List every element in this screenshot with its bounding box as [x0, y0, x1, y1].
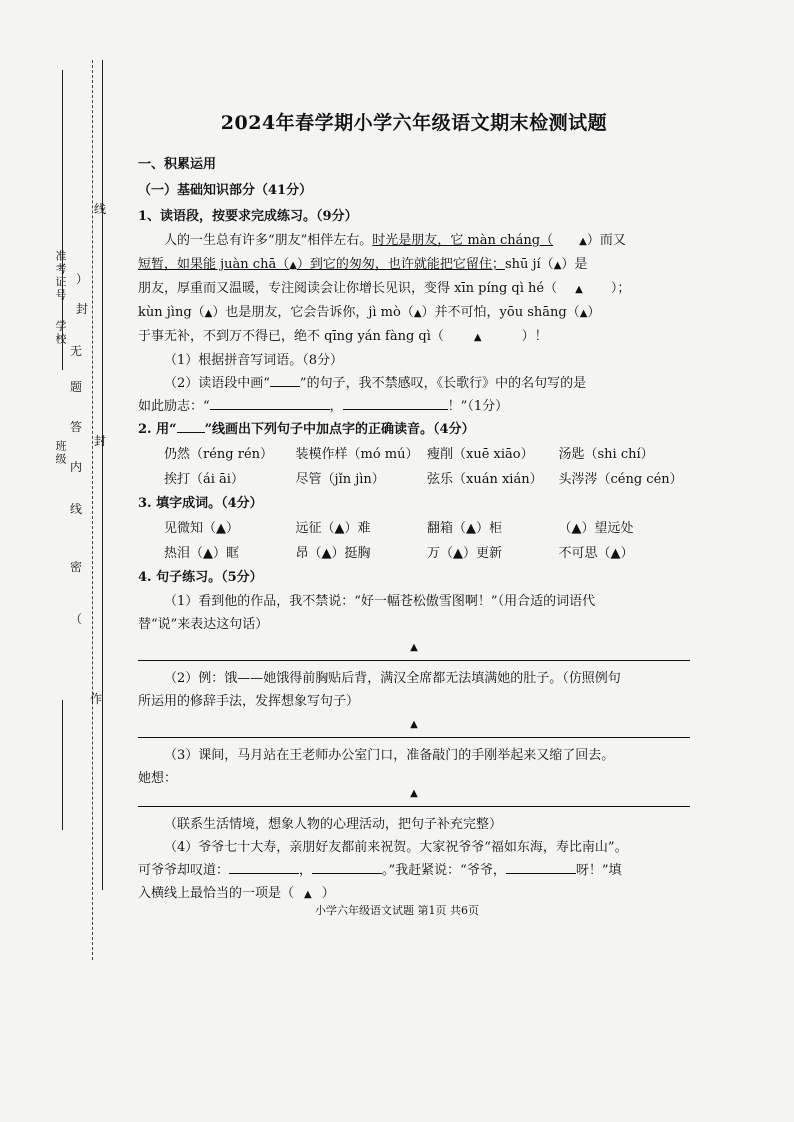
question-4-heading: 4. 句子练习。（5分）	[138, 570, 263, 585]
pinyin-row-2	[138, 467, 690, 492]
answer-triangle: ▲	[289, 260, 297, 271]
idiom-row-1	[138, 516, 690, 541]
question-text: ！”（1分）	[447, 399, 509, 414]
pinyin-choice: 装模作样（mó mú）	[295, 447, 419, 462]
question-4-2-line-2: 所运用的修辞手法，发挥想象写句子）	[138, 694, 360, 709]
side-label-exam-number: 准考证号	[54, 250, 67, 302]
side-char-zuo: 作	[90, 692, 103, 706]
binding-margin	[0, 0, 120, 1122]
question-text: 2. 用“	[138, 422, 177, 437]
underline-blank	[177, 418, 205, 433]
side-char-kuo-close: ）	[76, 272, 89, 286]
pinyin-choice: 汤匙（shi chí）	[558, 447, 654, 462]
passage-text: 人的一生总有许多“朋友”相伴左右。	[164, 233, 373, 248]
answer-line-4-2[interactable]	[138, 715, 690, 738]
side-label-class: 班级	[54, 440, 67, 466]
passage-underlined-text: 时光是朋友，它 màn cháng（	[372, 233, 554, 248]
question-4-4: （4）爷爷七十大寿，亲朋好友都前来祝贺。大家祝爷爷“福如东海，寿比南山”。	[164, 840, 628, 855]
answer-blank[interactable]	[506, 859, 576, 874]
margin-line-mid	[62, 700, 63, 830]
question-text: ，	[329, 399, 343, 414]
question-text: 。”我赶紧说：“爷爷，	[382, 863, 506, 878]
passage-text: ）；	[610, 281, 631, 296]
question-text: ”线画出下列句子中加点字的正确读音。（4分）	[204, 422, 475, 437]
idiom-item: 见微知（▲）	[164, 521, 239, 536]
answer-triangle: ▲	[410, 642, 418, 653]
question-1-1: （1）根据拼音写词语。（8分）	[164, 353, 344, 368]
side-char-xiao: 封	[76, 302, 89, 316]
pinyin-choice: 头涔涔（céng cén）	[558, 472, 683, 487]
side-char-mi: 密	[70, 560, 83, 574]
page-title: 2024年春学期小学六年级语文期末检测试题	[220, 112, 608, 134]
pinyin-choice: 挨打（ái āi）	[164, 472, 244, 487]
side-char-nei: 内	[70, 460, 83, 474]
question-text: （2）读语段中画“	[164, 376, 270, 391]
passage-text: kùn jìng（	[138, 305, 205, 320]
question-1-2	[138, 372, 690, 395]
side-char-da: 答	[70, 420, 83, 434]
passage-text: ）并不可怕，yōu shāng（	[421, 305, 580, 320]
idiom-item: 万（▲）更新	[427, 546, 502, 561]
answer-triangle: ▲	[410, 788, 418, 799]
margin-line-inner	[102, 60, 103, 890]
passage-text: 于事无补，不到万不得已，绝不 qīng yán fàng qì（	[138, 329, 444, 344]
idiom-item: 热泪（▲）眶	[164, 546, 239, 561]
passage-text: shū jí（	[504, 257, 554, 272]
question-4-2: （2）例：饿——她饿得前胸贴后背，满汉全席都无法填满她的肚子。（仿照例句	[164, 671, 621, 686]
side-char-ti: 题	[70, 380, 83, 394]
question-4-3: （3）课间，马月站在王老师办公室门口，准备敲门的手刚举起来又缩了回去。	[164, 748, 615, 763]
answer-line-4-3[interactable]	[138, 784, 690, 807]
answer-triangle: ▲	[413, 308, 422, 319]
question-4-3-note: （联系生活情境，想象人物的心理活动，把句子补充完整）	[164, 817, 503, 832]
page-footer: 小学六年级语文试题 第1页 共6页	[315, 904, 479, 917]
question-4-3-line-2: 她想：	[138, 771, 178, 786]
idiom-row-2	[138, 541, 690, 566]
answer-blank[interactable]	[229, 859, 299, 874]
question-1-heading: 1、读语段，按要求完成练习。（9分）	[138, 209, 358, 224]
question-2-heading	[138, 418, 690, 442]
idiom-item: 翻箱（▲）柜	[427, 521, 502, 536]
question-text: ”的句子，我不禁感叹，《长歌行》中的名句写的是	[299, 376, 587, 391]
idiom-item: 昂（▲）挺胸	[295, 546, 371, 561]
side-label-school: 学校	[54, 320, 67, 346]
passage-line-4	[138, 301, 690, 325]
passage-text: ）	[587, 305, 601, 320]
passage-text: ）！	[521, 329, 548, 344]
question-text: 呀！”填	[575, 863, 622, 878]
answer-triangle: ▲	[553, 260, 562, 271]
passage-underlined-text: 短暂，如果能 juàn chā（	[138, 257, 290, 272]
passage-text: 朋友，厚重而又温暖，专注阅读会让你增长见识，变得 xīn píng qì hé（	[138, 281, 558, 296]
question-3-heading: 3. 填字成词。（4分）	[138, 496, 263, 511]
reading-passage	[138, 229, 690, 349]
answer-blank[interactable]	[312, 859, 382, 874]
side-char-xian: 线	[94, 202, 107, 216]
side-char-wu: 无	[70, 344, 83, 358]
subsection-heading: （一）基础知识部分（41分）	[138, 183, 313, 198]
idiom-item: （▲）望远处	[558, 521, 634, 536]
passage-underlined-text: ）到它的匆匆，	[296, 257, 388, 272]
answer-triangle: ▲	[204, 308, 213, 319]
passage-text: ）是	[561, 257, 588, 272]
passage-line-3	[138, 277, 690, 301]
idiom-item: 不可思（▲）	[558, 546, 634, 561]
pinyin-row-1	[138, 442, 690, 467]
exam-content	[138, 108, 690, 906]
passage-line-1	[138, 229, 690, 253]
passage-underlined-text: 也许就能把它留住；	[387, 257, 505, 272]
passage-text: ）而又	[586, 233, 626, 248]
answer-triangle: ▲	[473, 332, 482, 343]
side-char-feng: 封	[94, 434, 107, 448]
answer-triangle: ▲	[304, 889, 312, 900]
passage-line-2	[138, 253, 690, 277]
question-text: ，	[299, 863, 313, 878]
side-char-kuo-open: （	[70, 612, 83, 626]
section-heading: 一、积累运用	[138, 157, 217, 172]
answer-triangle: ▲	[410, 719, 418, 730]
question-4-4-line-2	[138, 859, 690, 882]
idiom-item: 远征（▲）难	[295, 521, 371, 536]
underline-blank	[270, 372, 300, 387]
answer-triangle: ▲	[579, 308, 588, 319]
question-1-2-line-2	[138, 395, 690, 418]
answer-triangle: ▲	[575, 284, 583, 295]
question-text: 如此励志：“	[138, 399, 210, 414]
question-text: 入横线上最恰当的一项是（	[138, 886, 295, 901]
side-char-xian2: 线	[70, 502, 83, 516]
pinyin-choice: 弦乐（xuán xián）	[427, 472, 543, 487]
question-text: ）	[321, 886, 335, 901]
margin-dashed-line	[92, 60, 93, 960]
passage-text: ）也是朋友，它会告诉你，jì mò（	[212, 305, 414, 320]
passage-line-5	[138, 325, 690, 349]
answer-triangle: ▲	[579, 236, 587, 247]
question-4-1-line-2: 替“说”来表达这句话）	[138, 617, 269, 632]
pinyin-choice: 仍然（réng rén）	[164, 447, 274, 462]
question-4-1: （1）看到他的作品，我不禁说：“好一幅苍松傲雪图啊！”（用合适的词语代	[164, 594, 596, 609]
answer-blank[interactable]	[343, 395, 448, 410]
answer-blank[interactable]	[210, 395, 330, 410]
pinyin-choice: 瘦削（xuē xiāo）	[427, 447, 534, 462]
question-text: 可爷爷却叹道：	[138, 863, 230, 878]
pinyin-choice: 尽管（jǐn jìn）	[295, 472, 385, 487]
answer-line-4-1[interactable]	[138, 638, 690, 661]
